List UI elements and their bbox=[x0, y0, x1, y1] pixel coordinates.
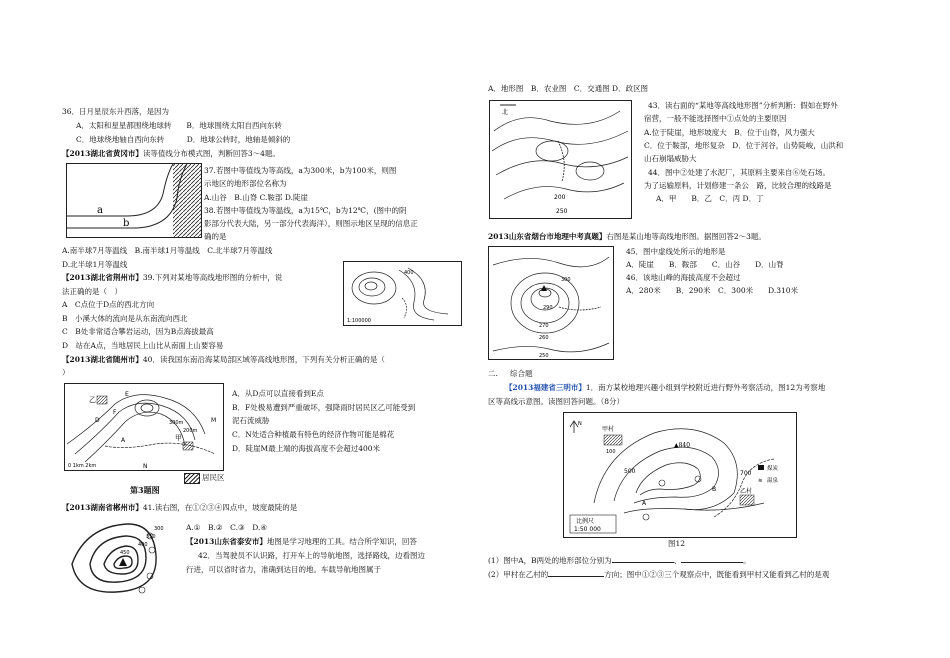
isoline-pattern-figure bbox=[66, 163, 202, 238]
fig45-270: 270 bbox=[539, 323, 549, 329]
header-huanggang-text: 读等值线分布模式图，判断回答3～4题。 bbox=[142, 149, 280, 158]
sub-question-1-sep: 、 bbox=[673, 556, 682, 565]
fig12-village-jia: 甲村 bbox=[602, 426, 615, 433]
q37-opts: A.山谷 B.山脊 C.鞍部 D.陡崖 bbox=[204, 193, 308, 202]
section2-title: 综合题 bbox=[510, 369, 533, 378]
fig3-caption: 第3题图 bbox=[130, 485, 160, 495]
header-huanggang-tag: 【2013湖北省黄冈市】 bbox=[62, 149, 143, 158]
sub-question-2 bbox=[488, 570, 829, 579]
header-suizhou-close: ） bbox=[62, 368, 70, 377]
sub-question-2-tail: 方向；图中①②③三个观察点中，既能看到甲村又能看到乙村的是观 bbox=[604, 570, 830, 579]
q43-c: C．位于鞍部，地形复杂 D．位于河谷，山势陡峻，山洪和 bbox=[644, 141, 844, 150]
q39-a: A C点位于D点的西北方向 bbox=[62, 300, 155, 309]
fig12-peak: ▲840 bbox=[674, 442, 691, 449]
q44a: 44．图中②处建了水泥厂，其原料主要来自⑥处石场。 bbox=[648, 168, 831, 177]
header-jingzhou bbox=[62, 273, 282, 282]
fig43-250: 250 bbox=[556, 208, 568, 215]
fig39-alt-label: 400 bbox=[404, 270, 414, 276]
q38-opts-2: D.北半球1月等温线 bbox=[62, 260, 128, 269]
q38a: 38.若图中等值线为等温线，a为15℃，b为12℃，(图中的阴 bbox=[204, 206, 407, 215]
header-chenzhou bbox=[62, 503, 297, 512]
q43-a: A.位于陡崖，地形坡度大 B．位于山脊，风力强大 bbox=[644, 128, 815, 137]
fig40-village-jia: 甲 bbox=[175, 434, 182, 442]
q40-b1: B．F处极易遭到严重破坏，强降雨时居民区乙可能受到 bbox=[232, 403, 416, 412]
fig40-300: 300m bbox=[169, 420, 184, 426]
contour-figure-45 bbox=[488, 246, 614, 360]
fig12-legend-coal: 煤炭 bbox=[767, 466, 779, 472]
sub-question-1 bbox=[488, 556, 751, 565]
q45: 45．图中虚线处所示的地形是 bbox=[626, 247, 726, 256]
residential-legend-swatch bbox=[184, 473, 200, 484]
sub-question-2-text: (2）甲村在乙村的 bbox=[488, 570, 549, 579]
fig40-a: A bbox=[121, 437, 126, 444]
fig40-200: 200m bbox=[183, 428, 198, 434]
svg-text:≋: ≋ bbox=[758, 478, 763, 484]
contour-figure-40 bbox=[64, 383, 224, 471]
fig12-caption: 图12 bbox=[668, 539, 686, 548]
svg-text:B: B bbox=[712, 486, 717, 493]
header-sanming-tag: 【2013福建省三明市】 bbox=[505, 383, 586, 392]
header-suizhou-text: 40．读我国东南沿海某局部区域等高线地形图，下列有关分析正确的是（ bbox=[142, 355, 385, 364]
answer-blank-direction[interactable] bbox=[548, 576, 604, 577]
header-suizhou bbox=[62, 355, 385, 364]
q44-opts: A．甲 B．乙 C．丙 D．丁 bbox=[656, 194, 764, 203]
contour-figure-41 bbox=[66, 516, 176, 596]
q36-opts-1: A．太阳和星星都围绕地球转 B．地球围绕太阳自西向东转 bbox=[76, 121, 282, 130]
fig40-e: E bbox=[125, 391, 129, 398]
q45-opts: A．陡崖 B．鞍部 C．山谷 D．山脊 bbox=[626, 260, 784, 269]
label-b: b bbox=[123, 218, 130, 229]
fig41-400: 400 bbox=[138, 542, 148, 548]
q44b: 为了运输原料，计划修建一条公 路，比较合理的线路是 bbox=[644, 181, 832, 190]
fig40-d: D bbox=[95, 417, 100, 424]
q40-a: A．从D点可以直接看到E点 bbox=[232, 389, 324, 398]
q40-c: C．N处适合种植最有特色的经济作物可能是棉花 bbox=[232, 430, 395, 439]
fig41-450: 450 bbox=[120, 550, 130, 556]
header-taian-tag: 【2013山东省泰安市】 bbox=[186, 537, 267, 546]
q38b: 影部分代表大陆，另一部分代表海洋），则图示地区呈现的信息正 bbox=[204, 219, 418, 228]
fig40-m: M bbox=[211, 417, 217, 424]
fig41-350: 350 bbox=[146, 534, 156, 540]
fig40-f: F bbox=[113, 409, 117, 416]
fig12-legend-spring: 温泉 bbox=[767, 478, 779, 484]
q36-opts-2: C．地球绕地轴自西向东转 D．地球公转时，地轴是倾斜的 bbox=[76, 135, 291, 144]
header-sanming-text: 1．南方某校地理兴趣小组到学校附近进行野外考察活动，图12为考察地 bbox=[585, 383, 826, 392]
q39b: 法正确的是（ ） bbox=[62, 287, 122, 296]
fig40-scale: 0 1km 2km bbox=[68, 463, 97, 469]
section2-num: 二. bbox=[488, 369, 498, 378]
q42-opts: A．地形图 B．农业图 C．交通图 D．政区图 bbox=[488, 84, 649, 93]
q43a: 43．读右面的“某地等高线地形图”分析判断：假如在野外 bbox=[648, 101, 838, 110]
fig45-250: 250 bbox=[539, 353, 549, 359]
fig40-village-yi: 乙 bbox=[89, 396, 96, 404]
fig12-scale: 1:50 000 bbox=[574, 526, 601, 533]
fig45-290: 290 bbox=[543, 305, 553, 311]
q39-c: C B处非常适合攀岩运动，因为B点海拔最高 bbox=[62, 327, 214, 336]
fig43-200: 200 bbox=[554, 194, 566, 201]
fig3-legend: 居民区 bbox=[202, 473, 225, 482]
q43b: 宿营，一般不能选择图中①点处的主要原因 bbox=[644, 114, 787, 123]
q42a: 42．当驾驶员不认识路，打开车上的导航地图，选择路线，边看图边 bbox=[198, 551, 426, 560]
header-chenzhou-tag: 【2013湖南省郴州市】 bbox=[62, 503, 143, 512]
q37a: 37.若图中等值线为等高线，a为300米，b为100米，则图 bbox=[204, 166, 397, 175]
sub-question-1-end: 。 bbox=[743, 556, 751, 565]
fig40-n: N bbox=[143, 463, 148, 470]
answer-blank-a[interactable] bbox=[612, 562, 674, 563]
q46: 46．该地山峰的海拔高度不会超过 bbox=[626, 273, 741, 282]
fig41-300: 300 bbox=[154, 526, 164, 532]
header-sanming bbox=[505, 383, 825, 392]
fig12-c500: 500 bbox=[624, 468, 636, 475]
contour-figure-43 bbox=[489, 100, 632, 219]
q38-opts-1: A.南半球7月等温线 B.南半球1月等温线 C.北半球7月等温线 bbox=[62, 246, 273, 255]
header-chenzhou-text: 41.读右图，在①②③④四点中，坡度最陡的是 bbox=[142, 503, 298, 512]
q39-b: B 小溪大体的流向是从东南流向西北 bbox=[62, 314, 188, 323]
fig12-c700: 700 bbox=[740, 470, 752, 477]
sub-question-1-text: (1）图中A，B两处的地形部位分别为 bbox=[488, 556, 612, 565]
q41-opts: A.① B.② C.③ D.④ bbox=[186, 523, 268, 532]
fig12-village-yi: 乙村 bbox=[740, 488, 753, 495]
fig12-scale-label: 比例尺 bbox=[576, 518, 595, 525]
svg-text:A: A bbox=[642, 500, 647, 507]
q37b: 示地区的地形部位名称为 bbox=[204, 179, 287, 188]
answer-blank-b[interactable] bbox=[681, 562, 743, 563]
q42b: 行进，可以省时省力，准确到达目的地。车载导航地图属于 bbox=[186, 565, 381, 574]
header-yantai-text: 右图是某山地等高线地形图。据图回答2～3题。 bbox=[606, 232, 766, 241]
header-yantai bbox=[488, 232, 766, 241]
svg-text:N: N bbox=[578, 421, 582, 427]
header-taian-text: 地图是学习地理的工具。结合所学知识，回答 bbox=[266, 537, 417, 546]
contour-figure-12 bbox=[563, 412, 797, 538]
header-huanggang bbox=[62, 149, 280, 158]
header-suizhou-tag: 【2013湖北省随州市】 bbox=[62, 355, 143, 364]
q40-b2: 泥石流威胁 bbox=[232, 416, 270, 425]
q39-d: D 站在A点，当地居民上山比从南面上山要容易 bbox=[62, 341, 224, 350]
contour-figure-39 bbox=[343, 261, 462, 326]
header-taian bbox=[186, 537, 417, 546]
fig39-scale: 1:100000 bbox=[347, 318, 371, 324]
north-arrow-icon bbox=[570, 421, 578, 433]
label-a: a bbox=[97, 205, 103, 216]
fig43-north: 北 bbox=[502, 109, 509, 116]
header-jingzhou-text: 39.下列对某地等高线地形图的分析中，说 bbox=[142, 273, 283, 282]
continent-shading bbox=[173, 164, 201, 237]
header-sanming-text2: 区等高线示意图。读图回答问题。（8分） bbox=[488, 397, 625, 406]
q38c: 确的是 bbox=[204, 232, 227, 241]
header-yantai-tag: 2013山东省烟台市地理中考真题】 bbox=[488, 232, 607, 241]
q43-c2: 山石崩塌威胁大 bbox=[644, 154, 697, 163]
q40-d: D．陡崖M最上端的海拔高度不会超过400米 bbox=[232, 444, 381, 453]
q36: 36．日月星辰东升西落，是因为 bbox=[62, 107, 170, 116]
header-jingzhou-tag: 【2013湖北省荆州市】 bbox=[62, 273, 143, 282]
fig12-c100: 100 bbox=[606, 449, 616, 455]
fig45-260: 260 bbox=[539, 335, 549, 341]
q46-opts: A．280米 B．290米 C．300米 D.310米 bbox=[626, 286, 799, 295]
fig45-300: 300 bbox=[561, 277, 571, 283]
